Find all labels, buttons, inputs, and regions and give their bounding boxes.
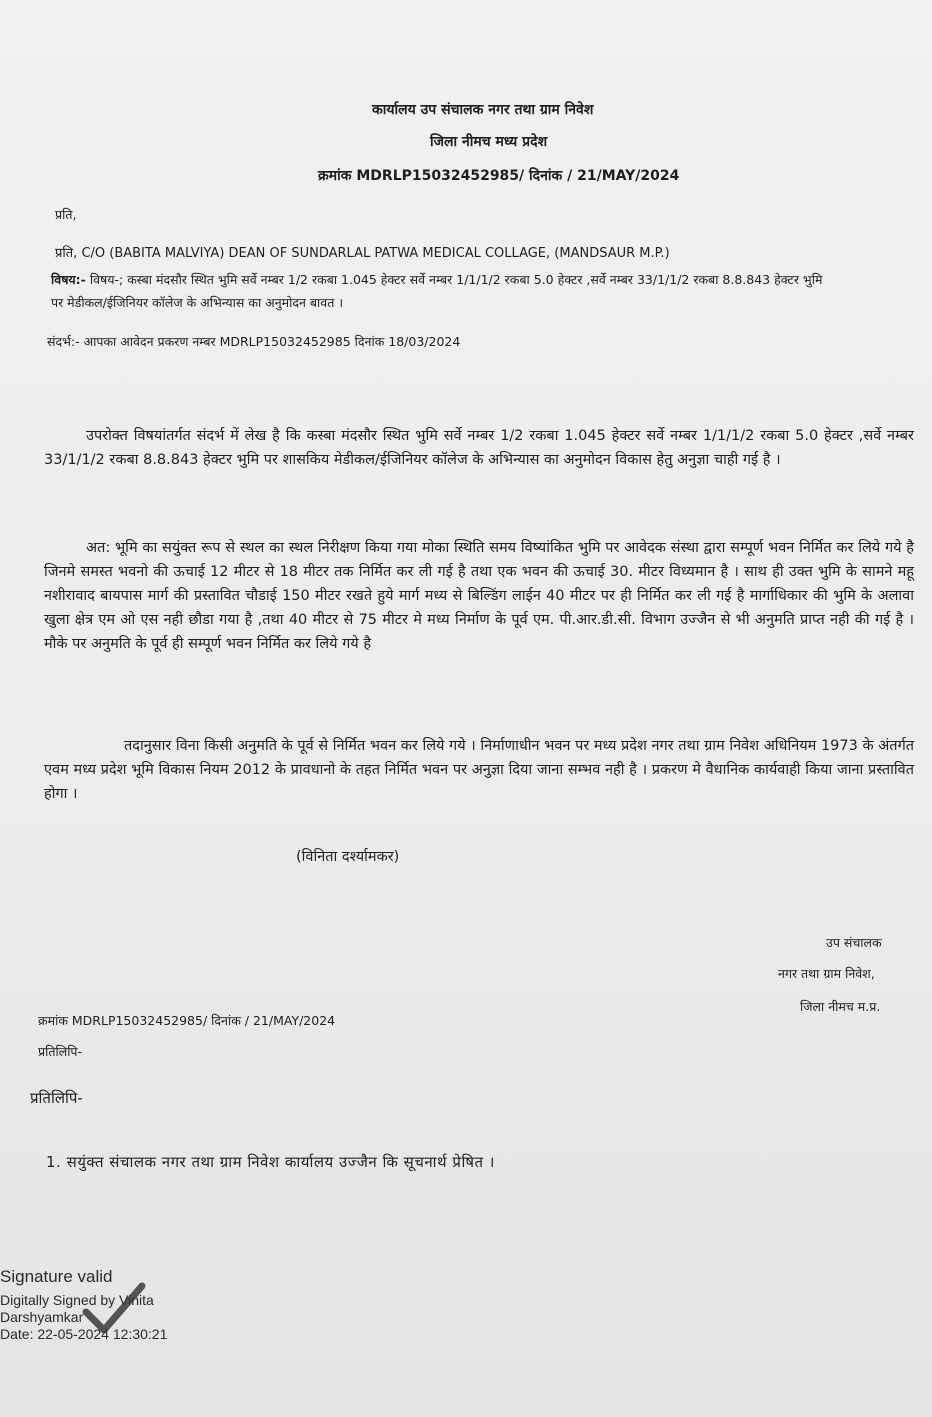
subject-label: विषय:- [51, 272, 86, 287]
designation-district: जिला नीमच म.प्र. [800, 999, 881, 1014]
signature-status: Signature valid [0, 1267, 113, 1286]
subject-text: विषय-; कस्बा मंदसौर स्थित भुमि सर्वे नम्बर 1/2 रकबा 1.045 हेक्टर सर्वे नम्बर 1/1/1/2 रकबा 5.0 हेक्टर ,सर्वे नम्बर 33/1/1/2 रकबा 8.8.843 हेक्टर भुमि [85, 272, 823, 287]
paragraph-1 [44, 424, 914, 472]
addressee: प्रति, C/O (BABITA MALVIYA) DEAN OF SUNDARLAL PATWA MEDICAL COLLAGE, (MANDSAUR M.P.) [55, 246, 670, 261]
designation-title: उप संचालक [826, 935, 882, 950]
designation-office: नगर तथा ग्राम निवेश, [778, 966, 875, 981]
header-reference: क्रमांक MDRLP15032452985/ दिनांक / 21/MAY/2024 [318, 168, 680, 184]
office-title: कार्यालय उप संचालक नगर तथा ग्राम निवेश [372, 102, 594, 118]
to-label: प्रति, [55, 207, 77, 222]
office-district: जिला नीमच मध्य प्रदेश [430, 134, 548, 150]
copy-label-small: प्रतिलिपि- [38, 1044, 83, 1059]
paragraph-2 [44, 536, 914, 656]
paragraph-1-text: उपरोक्त विषयांतर्गत संदर्भ में लेख है कि कस्बा मंदसौर स्थित भुमि सर्वे नम्बर 1/2 रकबा 1.045 हेक्टर सर्वे नम्बर 1/1/1/2 रकबा 5.0 हेक्टर ,सर्वे नम्बर 33/1/1/2 रकबा 8.8.843 हेक्टर भुमि पर शासकिय मेडीकल/ईजिनियर कॉलेज के अभिन्यास का अनुमोदन विकास हेतु अनुज्ञा चाही गई है । [44, 428, 914, 468]
signature-date: Date: 22-05-2024 12:30:21 [0, 1326, 168, 1342]
reference-line: संदर्भ:- आपका आवेदन प्रकरण नम्बर MDRLP15032452985 दिनांक 18/03/2024 [47, 334, 461, 349]
paragraph-3 [44, 734, 914, 806]
signed-by-line-1: Digitally Signed by Vinita [0, 1292, 154, 1308]
subject-continuation: पर मेडीकल/ईजिनियर कॉलेज के अभिन्यास का अनुमोदन बावत । [51, 295, 344, 310]
copy-item-1: 1. सयुंक्त संचालक नगर तथा ग्राम निवेश कार्यालय उज्जैन कि सूचनार्थ प्रेषित । [46, 1153, 495, 1171]
paragraph-2-text: अत: भूमि का सयुंक्त रूप से स्थल का स्थल निरीक्षण किया गया मोका स्थिति समय विष्यांकित भुमि पर आवेदक संस्था द्वारा सम्पूर्ण भवन निर्मित कर लिये गये है जिनमे समस्त भवनो की ऊचाई 12 मीटर से 18 मीटर तक निर्मित कर ली गई है तथा एक भवन की ऊचाई 30. मीटर विध्यमान है । साथ ही उक्त भुमि के सामने महू नशीरावाद बायपास मार्ग की प्रस्तावित चौडाई 150 मीटर रखते हुये मार्ग मध्य से बिल्डिंग लाईन 40 मीटर पर ही निर्मित कर ली गई है मार्गाधिकार की भुमि के अलावा खुला क्षेत्र एम ओ एस नही छौडा गया है ,तथा 40 मीटर से 75 मीटर मे मध्य निर्माण के पूर्व एम. पी.आर.डी.सी. विभाग उज्जैन से भी अनुमति प्राप्त नही की गई है । मौके पर अनुमति के पूर्व ही सम्पूर्ण भवन निर्मित कर लिये गये है [44, 540, 914, 652]
signed-by-line-2: Darshyamkar [0, 1309, 84, 1325]
subject-line [51, 271, 822, 288]
copy-label: प्रतिलिपि- [30, 1089, 83, 1107]
signatory-name: (विनिता दर्श्यामकर) [296, 849, 400, 865]
checkmark-icon [80, 1280, 150, 1340]
paragraph-3-text: तदानुसार विना किसी अनुमति के पूर्व से निर्मित भवन कर लिये गये । निर्माणाधीन भवन पर मध्य प्रदेश नगर तथा ग्राम निवेश अधिनियम 1973 के अंतर्गत एवम मध्य प्रदेश भूमि विकास नियम 2012 के प्रावधानो के तहत निर्मित भवन पर अनुज्ञा दिया जाना सम्भव नही है । प्रकरण मे वैधानिक कार्यवाही किया जाना प्रस्तावित होगा । [44, 738, 914, 802]
footer-reference: क्रमांक MDRLP15032452985/ दिनांक / 21/MAY/2024 [38, 1013, 336, 1028]
